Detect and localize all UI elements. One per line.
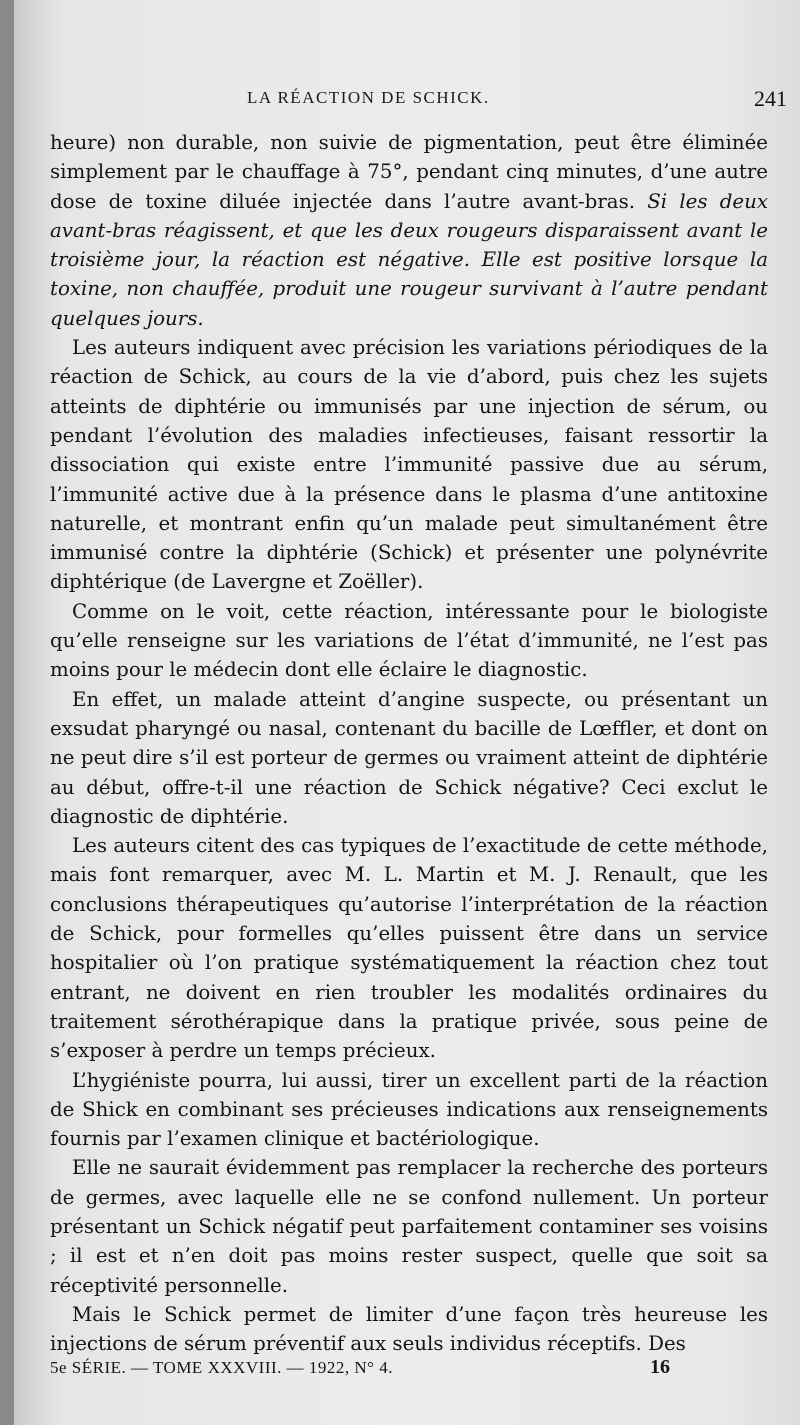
paragraph	[50, 128, 768, 333]
paragraph: L’hygiéniste pourra, lui aussi, tirer un excellent parti de la réaction de Shick en combinant ses précieuses indications aux renseignements fournis par l’examen clinique et bactériologique.	[50, 1068, 768, 1151]
paragraph: Elle ne saurait évidemment pas remplacer la recherche des porteurs de germes, avec laquelle elle ne se confond nullement. Un porteur présentant un Schick négatif peut parfaitement contaminer ses voisins ; il est et n’en doit pas moins rester suspect, quelle que soit sa réceptivité personnelle.	[50, 1156, 768, 1297]
sheet-number: 16	[650, 1356, 670, 1378]
paragraph-italic-text: Si les deux avant-bras réagissent, et que les deux rougeurs disparaissent avant le troisième jour, la réaction est négative. Elle est positive lorsque la toxine, non chauffée, produit une rougeur survivant à l’autre pendant quelques jours.	[50, 189, 768, 330]
paragraph: Comme on le voit, cette réaction, intéressante pour le biologiste qu’elle renseigne sur les variations de l’état d’immunité, ne l’est pas moins pour le médecin dont elle éclaire le diagnostic.	[50, 599, 768, 682]
page-number: 241	[754, 86, 787, 111]
paragraph-text: heure) non durable, non suivie de pigmentation, peut être éliminée simplement par le chauffage à 75°, pendant cinq minutes, d’une autre dose de toxine diluée injectée dans l’autre avant-bras.	[50, 131, 768, 213]
running-title: LA RÉACTION DE SCHICK.	[247, 88, 490, 107]
journal-series-line: 5e SÉRIE. — TOME XXXVIII. — 1922, N° 4.	[50, 1358, 393, 1377]
body-text	[50, 128, 768, 1358]
paragraph: Les auteurs citent des cas typiques de l’exactitude de cette méthode, mais font remarquer, avec M. L. Martin et M. J. Renault, que les conclusions thérapeutiques qu’autorise l’interprétation de la réaction de Schick, pour formelles qu’elles puissent être dans un service hospitalier où l’on pratique systématiquement la réaction chez tout entrant, ne doivent en rien troubler les modalités ordinaires du traitement sérothérapique dans la pratique privée, sous peine de s’exposer à perdre un temps précieux.	[50, 834, 768, 1063]
paragraph: Les auteurs indiquent avec précision les variations périodiques de la réaction de Schick, au cours de la vie d’abord, puis chez les sujets atteints de diphtérie ou immunisés par une injection de sérum, ou pendant l’évolution des maladies infectieuses, faisant ressortir la dissociation qui existe entre l’immunité passive due au sérum, l’immunité active due à la présence dans le plasma d’une antitoxine naturelle, et montrant enfin qu’un malade peut simultanément être immunisé contre la diphtérie (Schick) et présenter une polynévrite diphtérique (de Lavergne et Zoëller).	[50, 336, 768, 594]
page-header	[62, 86, 787, 118]
book-page	[14, 0, 800, 1425]
paragraph: En effet, un malade atteint d’angine suspecte, ou présentant un exsudat pharyngé ou nasal, contenant du bacille de Lœffler, et dont on ne peut dire s’il est porteur de germes ou vraiment atteint de diphtérie au début, offre-t-il une réaction de Schick négative? Ceci exclut le diagnostic de diphtérie.	[50, 687, 768, 828]
page-footer	[50, 1358, 670, 1388]
paragraph: Mais le Schick permet de limiter d’une façon très heureuse les injections de sérum préventif aux seuls individus réceptifs. Des	[50, 1302, 768, 1356]
